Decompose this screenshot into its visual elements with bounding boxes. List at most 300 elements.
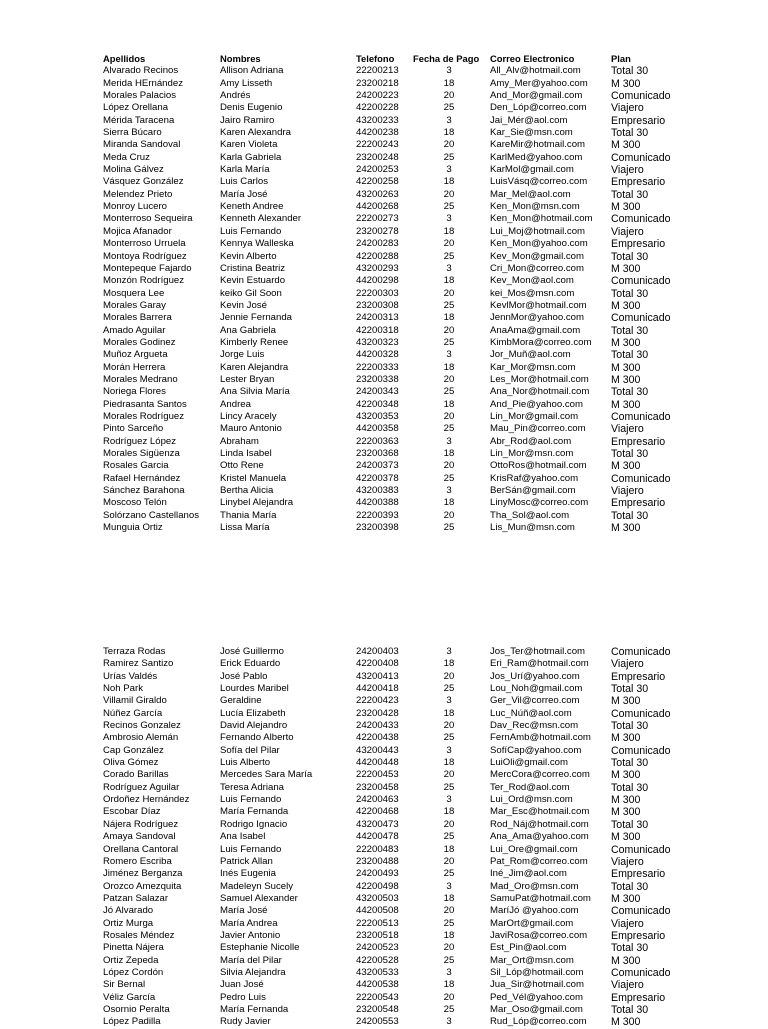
cell-correo: KevlMor@hotmail.com	[490, 299, 587, 311]
table-row	[0, 152, 768, 164]
table-row	[0, 868, 768, 880]
cell-telefono: 24200223	[356, 90, 399, 102]
table-row	[0, 918, 768, 930]
cell-plan: M 300	[611, 460, 641, 473]
cell-correo: SamuPat@hotmail.com	[490, 892, 591, 904]
cell-apellidos: Amaya Sandoval	[103, 831, 176, 843]
cell-correo: Den_Lóp@correo.com	[490, 102, 587, 114]
cell-apellidos: Vásquez González	[103, 176, 184, 188]
cell-telefono: 23200368	[356, 448, 399, 459]
cell-correo: KimbMora@correo.com	[490, 336, 592, 348]
table-row	[0, 300, 768, 312]
table-row	[0, 819, 768, 831]
cell-plan: Viajero	[611, 164, 644, 177]
cell-plan: Total 30	[611, 188, 649, 201]
cell-nombres: Amy Lisseth	[220, 77, 273, 89]
cell-fecha-pago: 3	[446, 695, 452, 707]
cell-correo: Rod_Náj@hotmail.com	[490, 818, 589, 830]
cell-apellidos: Miranda Sandoval	[103, 139, 181, 151]
cell-telefono: 44200238	[356, 127, 399, 139]
cell-fecha-pago: 25	[443, 472, 455, 484]
cell-correo: Lin_Mor@msn.com	[490, 448, 574, 459]
cell-plan: Viajero	[611, 917, 644, 930]
cell-fecha-pago: 20	[443, 670, 455, 682]
table-row	[0, 782, 768, 794]
table-row	[0, 263, 768, 275]
cell-correo: Lin_Mor@gmail.com	[490, 410, 579, 422]
table-row	[0, 325, 768, 337]
cell-correo: Ana_Ama@yahoo.com	[490, 831, 589, 843]
table-body-top	[0, 65, 768, 534]
cell-correo: Pat_Rom@correo.com	[490, 855, 588, 867]
cell-nombres: Estephanie Nicolle	[220, 942, 300, 954]
cell-telefono: 23200428	[356, 707, 399, 719]
cell-fecha-pago: 18	[443, 275, 455, 287]
table-row	[0, 497, 768, 509]
cell-plan: Viajero	[611, 658, 644, 671]
cell-plan: Empresario	[611, 929, 666, 942]
cell-correo: BerSán@gmail.com	[490, 485, 576, 497]
table-row	[0, 65, 768, 77]
cell-telefono: 43200413	[356, 670, 399, 682]
cell-correo: OttoRos@hotmail.com	[490, 460, 587, 472]
cell-telefono: 44200508	[356, 905, 399, 917]
table-row	[0, 671, 768, 683]
table-row	[0, 856, 768, 868]
table-row	[0, 745, 768, 757]
cell-correo: KarlMed@yahoo.com	[490, 151, 583, 163]
cell-telefono: 23200488	[356, 855, 399, 867]
cell-plan: M 300	[611, 831, 641, 844]
cell-nombres: Luis Fernando	[220, 843, 282, 855]
cell-nombres: Karla María	[220, 164, 270, 176]
table-row	[0, 386, 768, 398]
cell-apellidos: Pinto Sarceño	[103, 423, 164, 435]
cell-plan: Total 30	[611, 324, 649, 337]
cell-apellidos: Orellana Cantoral	[103, 843, 179, 855]
cell-plan: Viajero	[611, 423, 644, 436]
cell-nombres: María José	[220, 188, 268, 200]
header-fecha-pago: Fecha de Pago	[413, 53, 480, 64]
cell-apellidos: Morales Barrera	[103, 312, 172, 324]
cell-apellidos: López Orellana	[103, 102, 169, 114]
cell-nombres: Karen Alejandra	[220, 361, 289, 373]
cell-apellidos: Pinetta Nájera	[103, 942, 164, 954]
header-telefono: Telefono	[356, 53, 395, 64]
cell-fecha-pago: 20	[443, 324, 455, 336]
cell-telefono: 44200418	[356, 683, 399, 695]
cell-fecha-pago: 3	[446, 435, 452, 447]
cell-plan: M 300	[611, 139, 641, 152]
cell-plan: Comunicado	[611, 966, 671, 979]
cell-telefono: 43200293	[356, 262, 399, 274]
cell-fecha-pago: 18	[443, 707, 455, 719]
cell-apellidos: López Cordón	[103, 966, 164, 978]
cell-apellidos: Montoya Rodríguez	[103, 250, 187, 262]
cell-telefono: 24200463	[356, 794, 399, 806]
cell-fecha-pago: 25	[443, 732, 455, 744]
cell-correo: Mar_Esc@hotmail.com	[490, 806, 590, 818]
table-row	[0, 646, 768, 658]
cell-nombres: Karen Alexandra	[220, 127, 291, 139]
table-row	[0, 893, 768, 905]
cell-fecha-pago: 20	[443, 855, 455, 867]
cell-nombres: Mercedes Sara María	[220, 769, 313, 781]
cell-correo: Lis_Mun@msn.com	[490, 522, 575, 534]
cell-apellidos: Monterroso Urruela	[103, 238, 186, 250]
cell-correo: Mad_Oro@msn.com	[490, 880, 579, 892]
cell-apellidos: Rodríguez López	[103, 435, 177, 447]
table-row	[0, 769, 768, 781]
cell-telefono: 43200353	[356, 410, 399, 422]
cell-plan: Viajero	[611, 225, 644, 238]
cell-apellidos: Morales Sigüenza	[103, 448, 180, 459]
cell-nombres: Luis Fernando	[220, 225, 282, 237]
cell-nombres: María José	[220, 905, 268, 917]
cell-apellidos: Nájera Rodríguez	[103, 818, 179, 830]
cell-apellidos: Munguia Ortiz	[103, 522, 163, 534]
header-correo: Correo Electronico	[490, 53, 575, 64]
cell-nombres: Ana Isabel	[220, 831, 266, 843]
cell-nombres: Linda Isabel	[220, 448, 272, 459]
cell-nombres: Kimberly Renee	[220, 336, 289, 348]
header-nombres: Nombres	[220, 53, 261, 64]
table-header-row	[0, 53, 768, 65]
cell-apellidos: Melendez Prieto	[103, 188, 173, 200]
cell-nombres: Kenneth Alexander	[220, 213, 302, 225]
cell-plan: Empresario	[611, 238, 666, 251]
cell-telefono: 24200253	[356, 164, 399, 176]
cell-telefono: 22200213	[356, 65, 399, 77]
table-row	[0, 102, 768, 114]
cell-plan: Comunicado	[611, 151, 671, 164]
cell-correo: Kev_Mon@gmail.com	[490, 250, 584, 262]
cell-nombres: José Guillermo	[220, 646, 284, 657]
cell-correo: Jos_Urí@yahoo.com	[490, 670, 580, 682]
cell-telefono: 42200258	[356, 176, 399, 188]
cell-nombres: Andrea	[220, 398, 251, 410]
cell-fecha-pago: 18	[443, 176, 455, 188]
cell-telefono: 22200423	[356, 695, 399, 707]
cell-correo: Lui_Ore@gmail.com	[490, 843, 578, 855]
table-row	[0, 658, 768, 670]
cell-telefono: 23200548	[356, 1003, 399, 1015]
cell-apellidos: Morán Herrera	[103, 361, 166, 373]
cell-telefono: 24200313	[356, 312, 399, 324]
cell-nombres: Luis Alberto	[220, 757, 271, 769]
table-row	[0, 189, 768, 201]
cell-apellidos: Molina Gálvez	[103, 164, 164, 176]
cell-fecha-pago: 18	[443, 225, 455, 237]
cell-fecha-pago: 18	[443, 658, 455, 670]
table-row	[0, 164, 768, 176]
cell-plan: M 300	[611, 892, 641, 905]
cell-fecha-pago: 3	[446, 213, 452, 225]
cell-fecha-pago: 20	[443, 460, 455, 472]
cell-telefono: 24200343	[356, 386, 399, 398]
cell-nombres: Inés Eugenia	[220, 868, 277, 880]
cell-telefono: 22200483	[356, 843, 399, 855]
cell-telefono: 43200323	[356, 336, 399, 348]
cell-apellidos: Romero Escriba	[103, 855, 172, 867]
cell-telefono: 22200303	[356, 287, 399, 299]
cell-plan: M 300	[611, 806, 641, 819]
table-row	[0, 115, 768, 127]
cell-nombres: Andrés	[220, 90, 251, 102]
cell-plan: Viajero	[611, 855, 644, 868]
contacts-table-top	[0, 53, 768, 534]
cell-nombres: Otto Rene	[220, 460, 264, 472]
cell-correo: Jor_Muñ@aol.com	[490, 349, 571, 361]
cell-telefono: 44200478	[356, 831, 399, 843]
cell-fecha-pago: 20	[443, 238, 455, 250]
cell-fecha-pago: 3	[446, 794, 452, 806]
cell-nombres: José Pablo	[220, 670, 268, 682]
cell-correo: Eri_Ram@hotmail.com	[490, 658, 589, 670]
cell-fecha-pago: 3	[446, 65, 452, 77]
table-row	[0, 881, 768, 893]
cell-telefono: 42200348	[356, 398, 399, 410]
table-row	[0, 942, 768, 954]
cell-telefono: 44200448	[356, 757, 399, 769]
cell-correo: Abr_Rod@aol.com	[490, 435, 572, 447]
cell-fecha-pago: 18	[443, 979, 455, 991]
table-row	[0, 90, 768, 102]
cell-plan: Empresario	[611, 114, 666, 127]
cell-nombres: Lester Bryan	[220, 373, 275, 385]
cell-correo: And_Pie@yahoo.com	[490, 398, 583, 410]
cell-fecha-pago: 3	[446, 114, 452, 126]
cell-fecha-pago: 20	[443, 818, 455, 830]
cell-plan: Comunicado	[611, 312, 671, 325]
cell-apellidos: Terraza Rodas	[103, 646, 166, 657]
cell-correo: Luc_Núñ@aol.com	[490, 707, 572, 719]
cell-fecha-pago: 18	[443, 497, 455, 509]
cell-apellidos: Véliz García	[103, 991, 156, 1003]
table-row	[0, 460, 768, 472]
cell-nombres: Jairo Ramiro	[220, 114, 275, 126]
cell-correo: Jai_Mér@aol.com	[490, 114, 568, 126]
cell-fecha-pago: 25	[443, 299, 455, 311]
cell-correo: kei_Mos@msn.com	[490, 287, 575, 299]
cell-telefono: 22200243	[356, 139, 399, 151]
cell-fecha-pago: 25	[443, 1003, 455, 1015]
cell-telefono: 24200283	[356, 238, 399, 250]
cell-apellidos: Noriega Flores	[103, 386, 166, 398]
cell-apellidos: Ramirez Santizo	[103, 658, 174, 670]
cell-telefono: 43200233	[356, 114, 399, 126]
cell-nombres: Keneth Andree	[220, 201, 284, 213]
cell-plan: Comunicado	[611, 646, 671, 658]
cell-nombres: keiko Gil Soon	[220, 287, 282, 299]
cell-fecha-pago: 25	[443, 868, 455, 880]
table-row	[0, 794, 768, 806]
cell-telefono: 43200443	[356, 744, 399, 756]
cell-nombres: Jorge Luis	[220, 349, 265, 361]
cell-nombres: Ana Gabriela	[220, 324, 276, 336]
table-row	[0, 288, 768, 300]
cell-telefono: 44200388	[356, 497, 399, 509]
cell-apellidos: Ortiz Zepeda	[103, 954, 159, 966]
cell-nombres: Lourdes Maribel	[220, 683, 289, 695]
table-row	[0, 955, 768, 967]
cell-fecha-pago: 20	[443, 905, 455, 917]
table-row	[0, 905, 768, 917]
cell-telefono: 23200338	[356, 373, 399, 385]
cell-fecha-pago: 3	[446, 349, 452, 361]
table-row	[0, 275, 768, 287]
cell-nombres: Luis Fernando	[220, 794, 282, 806]
cell-fecha-pago: 18	[443, 806, 455, 818]
cell-nombres: Erick Eduardo	[220, 658, 281, 670]
cell-fecha-pago: 20	[443, 90, 455, 102]
cell-plan: M 300	[611, 954, 641, 967]
table-row	[0, 967, 768, 979]
table-row	[0, 485, 768, 497]
cell-plan: Total 30	[611, 942, 649, 955]
cell-apellidos: Urías Valdés	[103, 670, 158, 682]
cell-correo: Les_Mor@hotmail.com	[490, 373, 589, 385]
cell-fecha-pago: 25	[443, 250, 455, 262]
cell-correo: Lou_Noh@gmail.com	[490, 683, 583, 695]
cell-plan: M 300	[611, 77, 641, 90]
cell-apellidos: Rosales Méndez	[103, 929, 175, 941]
cell-nombres: Rudy Javier	[220, 1016, 271, 1028]
cell-fecha-pago: 25	[443, 781, 455, 793]
table-row	[0, 473, 768, 485]
cell-correo: All_Alv@hotmail.com	[490, 65, 581, 77]
table-row	[0, 448, 768, 460]
cell-telefono: 43200503	[356, 892, 399, 904]
cell-apellidos: Rodríguez Aguilar	[103, 781, 180, 793]
cell-fecha-pago: 3	[446, 164, 452, 176]
table-row	[0, 139, 768, 151]
cell-correo: Ken_Mon@yahoo.com	[490, 238, 588, 250]
cell-fecha-pago: 20	[443, 769, 455, 781]
cell-plan: Comunicado	[611, 90, 671, 103]
cell-apellidos: Merida HErnández	[103, 77, 183, 89]
cell-apellidos: Mérida Taracena	[103, 114, 175, 126]
cell-plan: Empresario	[611, 868, 666, 881]
table-row	[0, 831, 768, 843]
cell-correo: MercCora@correo.com	[490, 769, 590, 781]
cell-plan: Empresario	[611, 497, 666, 510]
cell-fecha-pago: 25	[443, 423, 455, 435]
cell-fecha-pago: 18	[443, 127, 455, 139]
cell-telefono: 22200333	[356, 361, 399, 373]
cell-fecha-pago: 18	[443, 398, 455, 410]
cell-correo: Kar_Mor@msn.com	[490, 361, 576, 373]
cell-apellidos: Moscoso Telón	[103, 497, 167, 509]
cell-plan: M 300	[611, 299, 641, 312]
cell-apellidos: Mojica Afanador	[103, 225, 172, 237]
cell-apellidos: Corado Barillas	[103, 769, 169, 781]
cell-apellidos: Monterroso Sequeira	[103, 213, 193, 225]
table-row	[0, 411, 768, 423]
cell-telefono: 23200518	[356, 929, 399, 941]
cell-apellidos: Rosales Garcia	[103, 460, 169, 472]
cell-fecha-pago: 20	[443, 188, 455, 200]
cell-apellidos: Solórzano Castellanos	[103, 509, 199, 521]
table-row	[0, 1016, 768, 1028]
cell-plan: Total 30	[611, 1003, 649, 1016]
cell-correo: LinyMosc@correo.com	[490, 497, 589, 509]
cell-telefono: 22200393	[356, 509, 399, 521]
cell-plan: Empresario	[611, 435, 666, 448]
cell-plan: Total 30	[611, 818, 649, 831]
cell-plan: Total 30	[611, 127, 649, 140]
table-row	[0, 238, 768, 250]
cell-correo: Ken_Mon@hotmail.com	[490, 213, 593, 225]
cell-fecha-pago: 3	[446, 744, 452, 756]
cell-fecha-pago: 25	[443, 102, 455, 114]
cell-correo: Ana_Nor@hotmail.com	[490, 386, 590, 398]
table-row	[0, 510, 768, 522]
cell-plan: Total 30	[611, 65, 649, 78]
cell-apellidos: Noh Park	[103, 683, 143, 695]
cell-nombres: Sofía del Pilar	[220, 744, 280, 756]
table-row	[0, 127, 768, 139]
cell-fecha-pago: 3	[446, 1016, 452, 1028]
cell-plan: Viajero	[611, 485, 644, 498]
cell-fecha-pago: 20	[443, 373, 455, 385]
table-row	[0, 1004, 768, 1016]
cell-plan: Comunicado	[611, 213, 671, 226]
cell-nombres: María Fernanda	[220, 1003, 289, 1015]
cell-fecha-pago: 18	[443, 361, 455, 373]
cell-apellidos: Monzón Rodríguez	[103, 275, 185, 287]
cell-telefono: 43200263	[356, 188, 399, 200]
cell-nombres: Pedro Luis	[220, 991, 266, 1003]
cell-nombres: Kevin Estuardo	[220, 275, 286, 287]
cell-correo: Rud_Lóp@correo.com	[490, 1016, 587, 1028]
cell-nombres: Luis Carlos	[220, 176, 268, 188]
cell-apellidos: Morales Rodríguez	[103, 410, 185, 422]
cell-plan: Comunicado	[611, 707, 671, 720]
cell-correo: KarMol@gmail.com	[490, 164, 574, 176]
cell-correo: KareMir@hotmail.com	[490, 139, 586, 151]
cell-apellidos: Jiménez Berganza	[103, 868, 183, 880]
cell-nombres: Patrick Allan	[220, 855, 273, 867]
cell-apellidos: Oliva Gómez	[103, 757, 159, 769]
cell-apellidos: Monroy Lucero	[103, 201, 167, 213]
cell-fecha-pago: 25	[443, 201, 455, 213]
cell-correo: Ped_Vél@yahoo.com	[490, 991, 583, 1003]
table-row	[0, 176, 768, 188]
cell-correo: Lui_Ord@msn.com	[490, 794, 573, 806]
cell-plan: Empresario	[611, 670, 666, 683]
cell-apellidos: Morales Palacios	[103, 90, 177, 102]
cell-nombres: Denis Eugenio	[220, 102, 283, 114]
cell-apellidos: Mosquera Lee	[103, 287, 165, 299]
cell-plan: Total 30	[611, 386, 649, 399]
table-row	[0, 226, 768, 238]
cell-nombres: Thania María	[220, 509, 277, 521]
cell-correo: Cri_Mon@correo.com	[490, 262, 584, 274]
cell-fecha-pago: 18	[443, 843, 455, 855]
cell-fecha-pago: 20	[443, 410, 455, 422]
cell-telefono: 22200543	[356, 991, 399, 1003]
cell-fecha-pago: 25	[443, 954, 455, 966]
cell-correo: Jos_Ter@hotmail.com	[490, 646, 586, 657]
cell-apellidos: Alvarado Recinos	[103, 65, 179, 77]
cell-fecha-pago: 25	[443, 386, 455, 398]
cell-telefono: 23200398	[356, 522, 399, 534]
contacts-table-bottom	[0, 646, 768, 1029]
cell-plan: Comunicado	[611, 472, 671, 485]
cell-telefono: 42200408	[356, 658, 399, 670]
table-row	[0, 844, 768, 856]
